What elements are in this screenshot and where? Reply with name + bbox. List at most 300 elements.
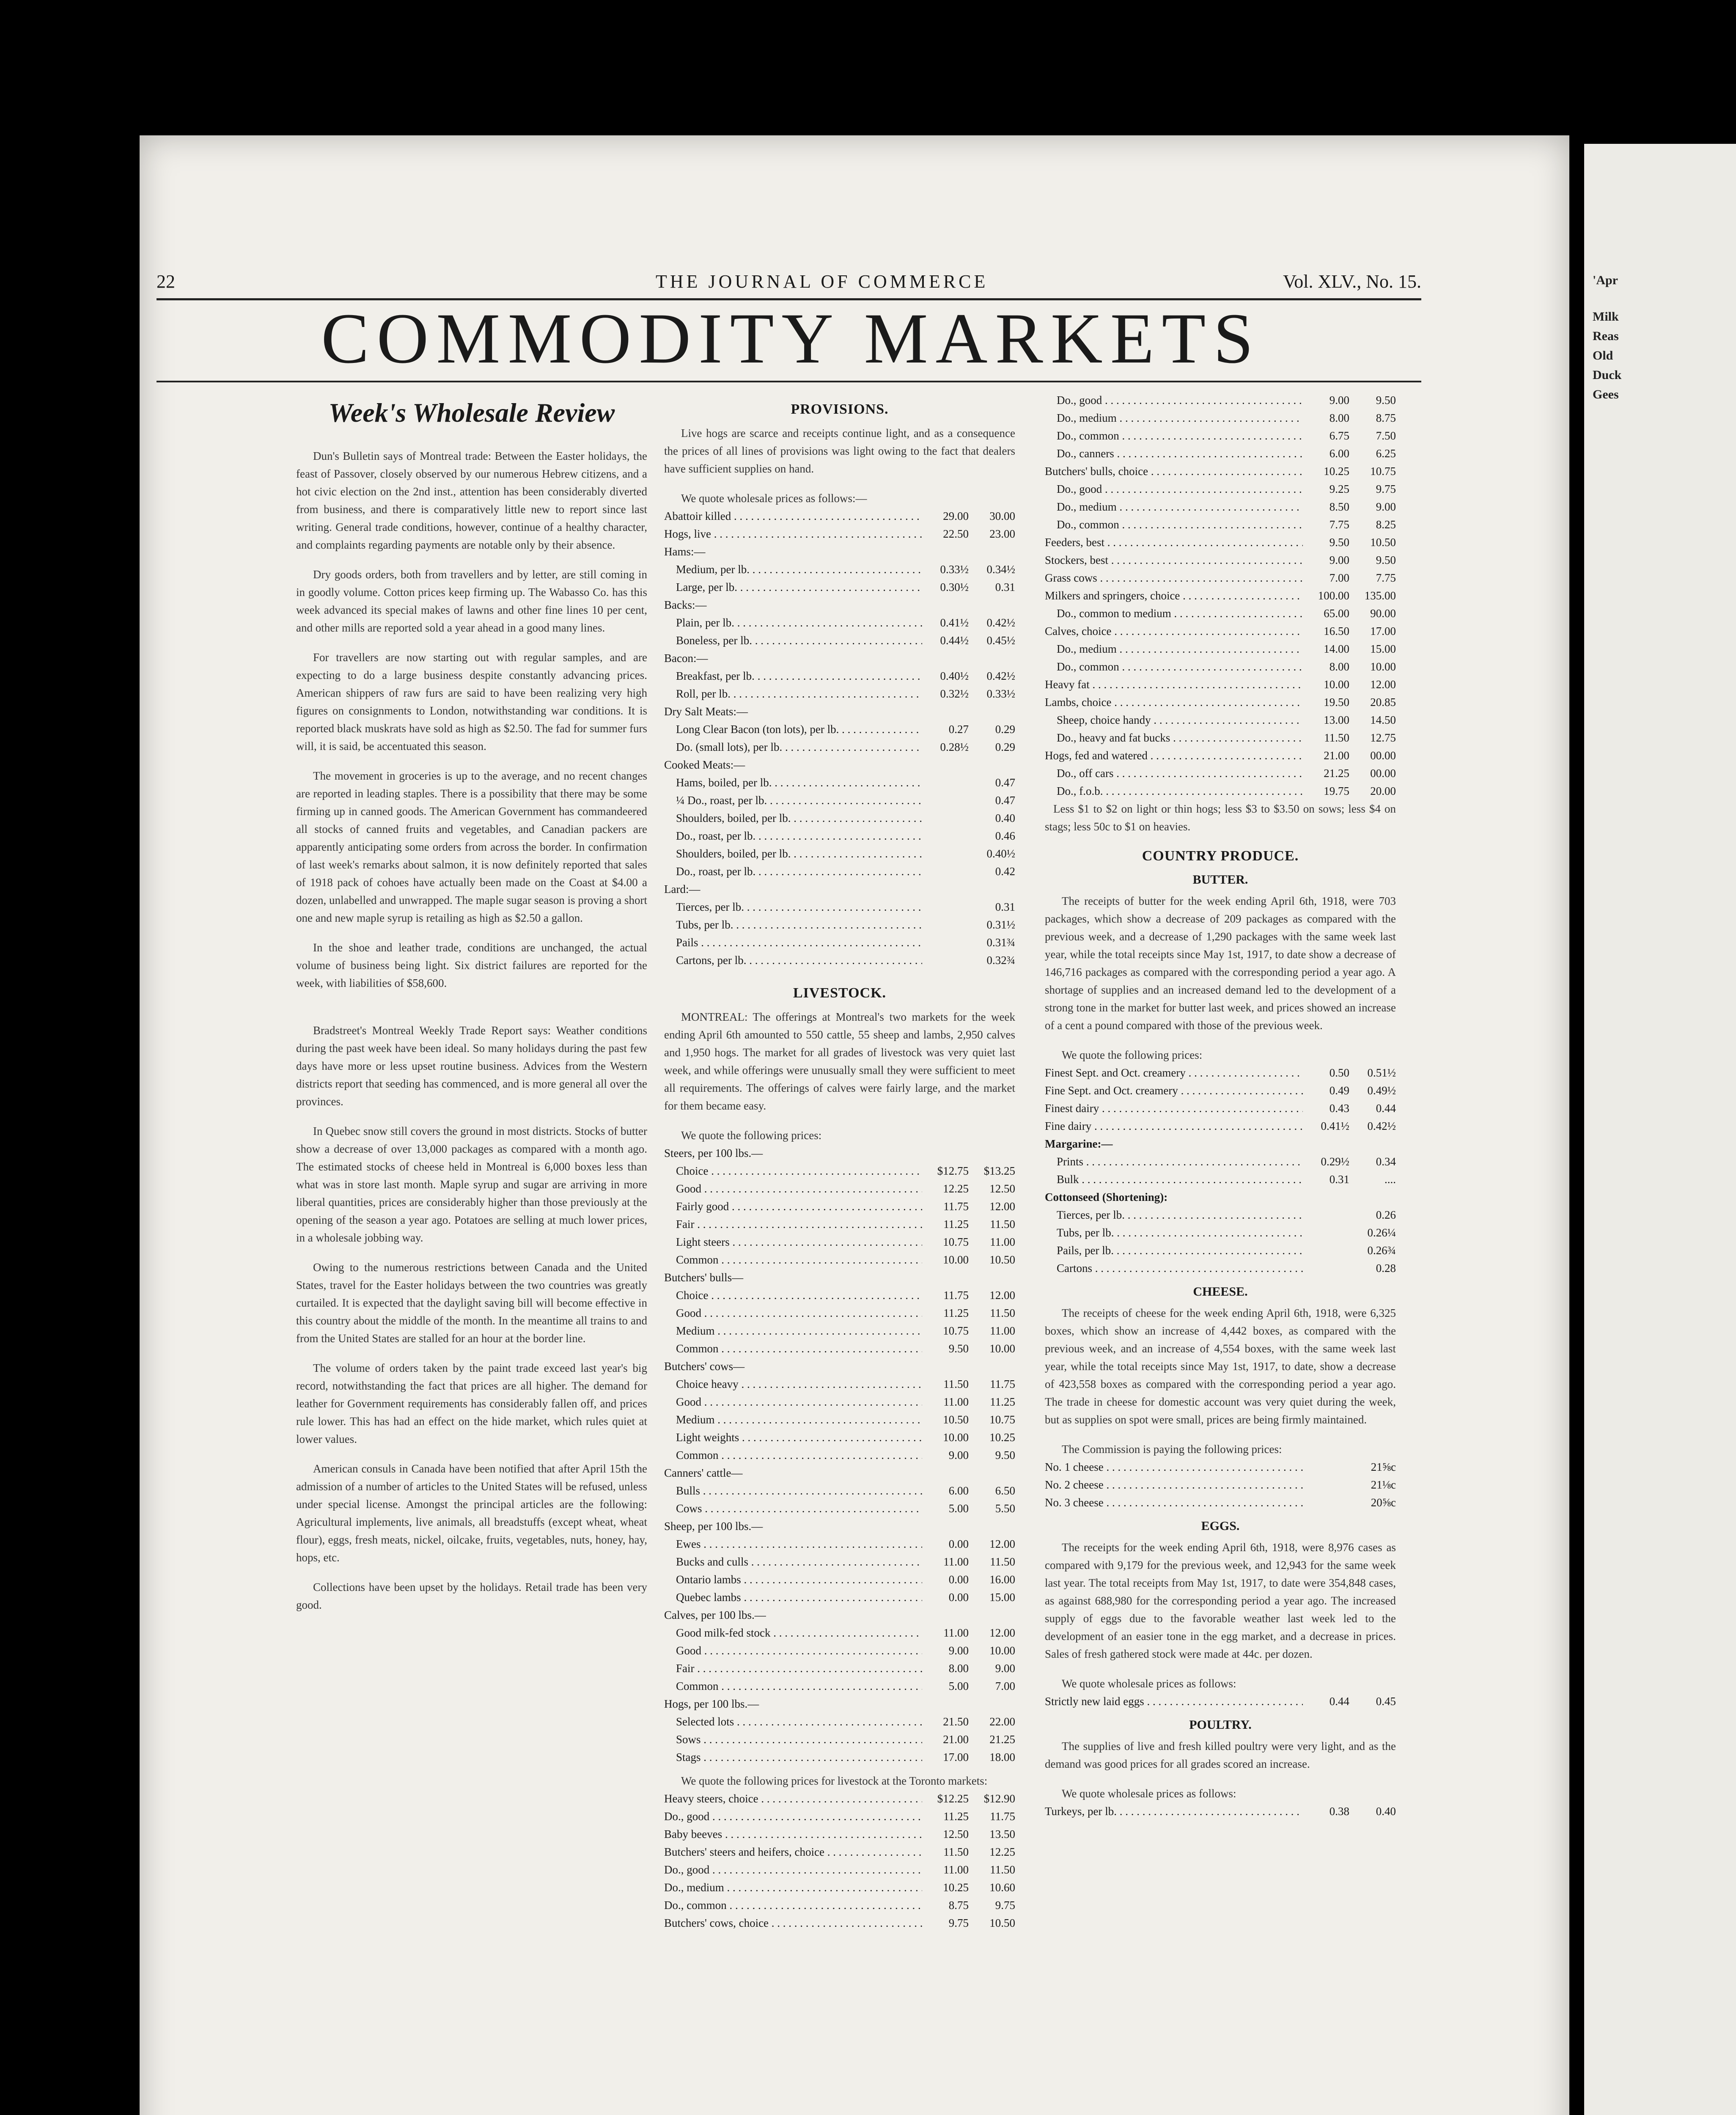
price-row-label: Hogs, fed and watered . . . — [1045, 747, 1303, 764]
price-high: 7.00 — [995, 1680, 1015, 1692]
livestock-intro: MONTREAL: The offerings at Montreal's two markets for the week ending April 6th amounted to 550 cattle, 55 sheep and lambs, 2,950 calves and 1,950 hogs. The market for all grades of livestock was very quiet last week, and while offerings were unusually small they were sufficient to meet all requirements. The offerings of calves were fairly large, and the market for them became easy. — [664, 1011, 1015, 1112]
price-high: 14.50 — [1370, 714, 1396, 726]
price-high: 0.45 — [1376, 1695, 1396, 1708]
price-row-label: Fairly good . . . — [664, 1198, 922, 1215]
price-low: 10.00 — [943, 1431, 969, 1444]
price-low — [922, 951, 969, 969]
price-low: 0.44½ — [940, 634, 969, 647]
price-row-label: Bacon:— — [664, 652, 708, 665]
adjacent-page-fragment: Old — [1593, 349, 1613, 363]
cheese-text: The receipts of cheese for the week ending April 6th, 1918, were 6,325 boxes, which show an increase of 4,442 boxes, as compared with the previous week, and an increase of 4,554 boxes, with the same week last year, while the total receipts since May 1st, 1917, to date, show a decrease of 423,558 boxes as compared with the corresponding period a year ago. The trade in cheese for domestic account was very quiet during the week, but as supplies on spot were small, prices are being firmly maintained. — [1045, 1307, 1396, 1426]
price-low — [922, 916, 969, 934]
price-low: 8.00 — [948, 1662, 969, 1675]
price-row-label: Plain, per lb. . . . — [664, 614, 922, 632]
price-row — [1045, 445, 1396, 462]
price-row-label: Bulk . . . — [1045, 1170, 1303, 1188]
price-low: 10.25 — [1324, 465, 1349, 478]
price-low: 65.00 — [1324, 607, 1349, 620]
price-row — [1045, 1476, 1396, 1494]
price-row — [664, 809, 1015, 827]
price-high: $12.90 — [983, 1792, 1015, 1805]
price-row — [664, 578, 1015, 596]
adjacent-page-fragment: Gees — [1593, 387, 1619, 401]
price-row-label: Bulls . . . — [664, 1482, 922, 1500]
price-row-label: Ewes . . . — [664, 1535, 922, 1553]
price-row — [1045, 711, 1396, 729]
price-row-label: Stags . . . — [664, 1748, 922, 1766]
price-row — [664, 1162, 1015, 1180]
price-high: 23.00 — [989, 527, 1015, 540]
price-row-label: Cooked Meats:— — [664, 758, 745, 771]
price-low: 10.75 — [943, 1324, 969, 1337]
journal-name: THE JOURNAL OF COMMERCE — [656, 271, 989, 292]
price-high: 10.50 — [989, 1917, 1015, 1929]
price-row — [664, 951, 1015, 969]
price-low: 0.50 — [1329, 1066, 1349, 1079]
price-high: 0.31¾ — [986, 936, 1015, 949]
review-body — [296, 447, 647, 1614]
price-row — [1045, 782, 1396, 800]
price-row — [664, 1914, 1015, 1932]
price-high: 10.00 — [1370, 660, 1396, 673]
price-row-label: No. 3 cheese . . . — [1045, 1494, 1303, 1511]
price-high: 20.85 — [1370, 696, 1396, 709]
price-row — [664, 1843, 1015, 1861]
price-high: 10.00 — [989, 1342, 1015, 1355]
price-high: 135.00 — [1364, 589, 1396, 602]
eggs-text: The receipts for the week ending April 6th, 1918, were 8,976 cases as compared with 9,179 for the previous week, and 12,943 for the same week last year. The total receipts from May 1st, 1917, to date were 354,848 cases, as against 688,980 for the corresponding period a year ago. The increased supply of eggs due to the favorable weather last week led to the development of an easier tone in the egg market, and a decrease in prices. Sales of fresh gathered stock were made at 44c. per dozen. — [1045, 1541, 1396, 1660]
review-paragraph: Owing to the numerous restrictions between Canada and the United States, travel for the Easter holidays between the two countries was greatly curtailed. It is expected that the daylight saving bill will become effective in this country about the middle of the month. In the meantime all trains to and from the United States are stalled for an hour at the border line. — [296, 1261, 647, 1345]
price-row-label: Pails . . . — [664, 934, 922, 951]
price-low — [1303, 1458, 1349, 1476]
price-row — [1045, 676, 1396, 693]
price-high: 21.25 — [989, 1733, 1015, 1746]
price-row — [1045, 480, 1396, 498]
price-row-label: Heavy fat . . . — [1045, 676, 1303, 693]
price-high: 8.25 — [1376, 518, 1396, 531]
price-row — [664, 1659, 1015, 1677]
price-low — [922, 827, 969, 845]
review-paragraph: In the shoe and leather trade, conditions are unchanged, the actual volume of business being light. Six district failures are reported for the week, with liabilities of $58,600. — [296, 941, 647, 989]
poultry-heading: POULTRY. — [1189, 1718, 1252, 1732]
price-low: 7.75 — [1329, 518, 1349, 531]
toronto-table-continued — [1045, 391, 1396, 800]
price-row — [664, 1482, 1015, 1500]
price-high: 0.32¾ — [986, 954, 1015, 967]
price-low: 9.50 — [948, 1342, 969, 1355]
price-high: 0.44 — [1376, 1102, 1396, 1115]
price-row — [1045, 1692, 1396, 1710]
price-low: 6.00 — [948, 1484, 969, 1497]
price-high: 16.00 — [989, 1573, 1015, 1586]
price-row-label: Hogs, live . . . — [664, 525, 922, 543]
price-low: 17.00 — [943, 1751, 969, 1763]
price-row-label: Butchers' cows, choice . . . — [664, 1914, 922, 1932]
adjacent-page-fragment: 'Apr — [1593, 273, 1618, 287]
price-row-label: Do., f.o.b. . . . — [1045, 782, 1303, 800]
price-row — [664, 543, 1015, 560]
price-row — [1045, 640, 1396, 658]
price-row-label: Do., canners . . . — [1045, 445, 1303, 462]
price-low: 0.43 — [1329, 1102, 1349, 1115]
price-row-label: Light steers . . . — [664, 1233, 922, 1251]
price-row — [1045, 1458, 1396, 1476]
price-row-label: Good . . . — [664, 1180, 922, 1198]
price-row-label: Hams:— — [664, 545, 706, 558]
price-row — [1045, 1224, 1396, 1242]
price-row-label: Heavy steers, choice . . . — [664, 1790, 922, 1807]
price-row-label: Do., common . . . — [664, 1896, 922, 1914]
price-row — [1045, 658, 1396, 676]
price-row — [1045, 462, 1396, 480]
price-high: 11.50 — [990, 1218, 1015, 1231]
price-row-label: Lambs, choice . . . — [1045, 693, 1303, 711]
price-low — [922, 862, 969, 880]
price-row — [664, 703, 1015, 720]
price-row — [1045, 622, 1396, 640]
price-high: 0.47 — [995, 794, 1015, 807]
price-low: 10.75 — [943, 1236, 969, 1248]
price-high: 18.00 — [989, 1751, 1015, 1763]
price-high: 0.29 — [995, 741, 1015, 753]
price-low: 10.50 — [943, 1413, 969, 1426]
poultry-table — [1045, 1802, 1396, 1820]
price-high: 0.34½ — [986, 563, 1015, 576]
price-low: 0.29½ — [1321, 1155, 1349, 1168]
review-paragraph: American consuls in Canada have been notified that after April 15th the admission of a number of articles to the United States will be refused, unless under special license. Amongst the principal articles are the following: Agricultural implements, live animals, all breadstuffs (except wheat, wheat flour), eggs, fresh meats, nickel, oilcake, fruits, vegetables, nuts, honey, hay, hops, etc. — [296, 1462, 647, 1564]
price-high: 0.28 — [1376, 1262, 1396, 1274]
price-row-label: Calves, choice . . . — [1045, 622, 1303, 640]
price-high: 0.42 — [995, 865, 1015, 878]
adjacent-page-fragment: Reas — [1593, 329, 1619, 343]
price-row — [664, 916, 1015, 934]
price-row-label: Do., roast, per lb. . . . — [664, 862, 922, 880]
price-row-label: Cartons, per lb. . . . — [664, 951, 922, 969]
hog-note: Less $1 to $2 on light or thin hogs; less $3 to $3.50 on sows; less $4 on stags; less 50c to $1 on heavies. — [1045, 802, 1396, 833]
price-row-label: Calves, per 100 lbs.— — [664, 1609, 766, 1621]
price-row — [664, 1340, 1015, 1357]
price-row — [664, 1896, 1015, 1914]
price-low: 0.44 — [1329, 1695, 1349, 1708]
price-row-label: Light weights . . . — [664, 1428, 922, 1446]
price-high: 7.50 — [1376, 429, 1396, 442]
price-row — [664, 1588, 1015, 1606]
price-row-label: Tubs, per lb. . . . — [664, 916, 922, 934]
price-row — [664, 1713, 1015, 1730]
livestock-quote: We quote the following prices: — [681, 1129, 822, 1142]
price-row-label: Finest dairy . . . — [1045, 1099, 1303, 1117]
price-row-label: Shoulders, boiled, per lb. . . . — [664, 845, 922, 862]
price-row — [664, 1730, 1015, 1748]
price-row — [664, 774, 1015, 791]
price-row-label: Do., medium . . . — [1045, 409, 1303, 427]
price-low: 21.00 — [943, 1733, 969, 1746]
price-row-label: Dry Salt Meats:— — [664, 705, 748, 718]
price-row — [664, 560, 1015, 578]
price-row-label: Do., medium . . . — [664, 1879, 922, 1896]
price-low: 21.50 — [943, 1715, 969, 1728]
price-row — [1045, 1188, 1396, 1206]
price-low: 0.00 — [948, 1573, 969, 1586]
price-row — [1045, 516, 1396, 533]
price-high: 0.51½ — [1367, 1066, 1396, 1079]
price-row-label: Do., common . . . — [1045, 658, 1303, 676]
butter-heading: BUTTER. — [1192, 873, 1248, 887]
price-row — [664, 1198, 1015, 1215]
price-high: 00.00 — [1370, 767, 1396, 780]
price-row-label: Cartons . . . — [1045, 1259, 1303, 1277]
price-row — [664, 934, 1015, 951]
price-row-label: Do., medium . . . — [1045, 640, 1303, 658]
price-high: 12.00 — [989, 1626, 1015, 1639]
price-high: 0.29 — [995, 723, 1015, 736]
price-row-label: Bucks and culls . . . — [664, 1553, 922, 1571]
price-row — [1045, 604, 1396, 622]
price-row-label: Feeders, best . . . — [1045, 533, 1303, 551]
price-row-label: Hams, boiled, per lb. . . . — [664, 774, 922, 791]
column-provisions-livestock — [664, 391, 1015, 1932]
price-row — [664, 898, 1015, 916]
price-high: 10.50 — [989, 1253, 1015, 1266]
price-low — [922, 791, 969, 809]
price-high: 9.50 — [1376, 394, 1396, 407]
price-row-label: Breakfast, per lb. . . . — [664, 667, 922, 685]
cheese-table — [1045, 1458, 1396, 1511]
price-high: 9.00 — [1376, 500, 1396, 513]
price-row-label: Fine Sept. and Oct. creamery . . . — [1045, 1082, 1303, 1099]
price-high: 11.00 — [990, 1324, 1015, 1337]
toronto-table — [664, 1790, 1015, 1932]
price-row-label: Choice . . . — [664, 1162, 922, 1180]
price-row-label: Common . . . — [664, 1340, 922, 1357]
price-row-label: Strictly new laid eggs . . . — [1045, 1692, 1303, 1710]
price-low — [1303, 1224, 1349, 1242]
price-high: 17.00 — [1370, 625, 1396, 637]
price-row — [664, 596, 1015, 614]
price-high: 9.75 — [1376, 483, 1396, 495]
review-paragraph: In Quebec snow still covers the ground in most districts. Stocks of butter show a decrease of over 13,000 packages as compared with a month ago. The estimated stocks of cheese held in Montreal is 6,000 boxes less than what was in store last month. Maple syrup and sugar are arriving in more liberal quantities, prices are considerably higher than those previously at the opening of the season a year ago. Potatoes are selling at much lower prices, in a wholesale jobbing way. — [296, 1125, 647, 1244]
price-high: 15.00 — [1370, 643, 1396, 655]
price-row — [664, 1606, 1015, 1624]
price-high: 9.50 — [995, 1449, 1015, 1461]
price-row — [1045, 747, 1396, 764]
price-row — [664, 1180, 1015, 1198]
price-row-label: No. 2 cheese . . . — [1045, 1476, 1303, 1494]
livestock-table — [664, 1144, 1015, 1766]
price-high: 11.00 — [990, 1236, 1015, 1248]
price-row — [664, 1411, 1015, 1428]
price-high: 6.25 — [1376, 447, 1396, 460]
price-low: 100.00 — [1318, 589, 1349, 602]
adjacent-page-strip — [1584, 144, 1736, 2115]
price-row — [1045, 1206, 1396, 1224]
price-row — [664, 1879, 1015, 1896]
price-row-label: No. 1 cheese . . . — [1045, 1458, 1303, 1476]
price-low — [922, 774, 969, 791]
price-row — [1045, 1259, 1396, 1277]
price-low: 0.00 — [948, 1591, 969, 1604]
price-low: $12.25 — [937, 1792, 969, 1805]
price-row-label: Butchers' bulls— — [664, 1271, 744, 1284]
price-low: 9.50 — [1329, 536, 1349, 549]
price-high: 0.45½ — [986, 634, 1015, 647]
price-low: 11.00 — [943, 1626, 969, 1639]
price-high: 0.42½ — [1367, 1120, 1396, 1132]
price-row — [1045, 1099, 1396, 1117]
price-row — [664, 1215, 1015, 1233]
price-row-label: Pails, per lb. . . . — [1045, 1242, 1303, 1259]
volume-number: Vol. XLV., No. 15. — [1283, 271, 1421, 292]
cheese-quote: The Commission is paying the following prices: — [1062, 1443, 1282, 1456]
price-high: 10.75 — [989, 1413, 1015, 1426]
column-review — [296, 391, 647, 1626]
price-row-label: Butchers' bulls, choice . . . — [1045, 462, 1303, 480]
price-row-label: Margarine:— — [1045, 1137, 1113, 1150]
price-row — [1045, 409, 1396, 427]
price-high: 11.50 — [990, 1555, 1015, 1568]
price-row — [664, 880, 1015, 898]
price-row-label: Backs:— — [664, 599, 707, 611]
price-row-label: Do., off cars . . . — [1045, 764, 1303, 782]
price-low: $12.75 — [937, 1165, 969, 1177]
price-row-label: Sows . . . — [664, 1730, 922, 1748]
price-low — [1303, 1259, 1349, 1277]
price-row — [1045, 1242, 1396, 1259]
price-high: 22.00 — [989, 1715, 1015, 1728]
price-row — [664, 507, 1015, 525]
price-row-label: ¼ Do., roast, per lb. . . . — [664, 791, 922, 809]
price-row — [664, 632, 1015, 649]
price-high: 11.75 — [990, 1810, 1015, 1823]
price-low: 19.75 — [1324, 785, 1349, 797]
price-row-label: Canners' cattle— — [664, 1467, 743, 1479]
title-rule — [157, 381, 1421, 382]
price-row — [1045, 1082, 1396, 1099]
price-low: 0.38 — [1329, 1805, 1349, 1818]
price-row-label: Do., roast, per lb. . . . — [664, 827, 922, 845]
price-row — [664, 614, 1015, 632]
price-high: 21⅛c — [1371, 1478, 1396, 1491]
butter-text: The receipts of butter for the week ending April 6th, 1918, were 703 packages, which show a decrease of 209 packages as compared with the previous week, and a decrease of 1,290 packages with the same week last year, while the total receipts since May 1st, 1917, to date show a decrease of 146,716 packages as compared with the corresponding period a year ago. A shortage of supplies and an increased demand led to the development of a strong tone in the market for butter last week, and prices showed an increase of a cent a pound compared with those of the previous week. — [1045, 895, 1396, 1032]
price-high: 0.42½ — [986, 670, 1015, 682]
price-low: 12.25 — [943, 1182, 969, 1195]
price-high: 10.00 — [989, 1644, 1015, 1657]
price-row — [1045, 1135, 1396, 1153]
price-row — [664, 1375, 1015, 1393]
price-low: 12.50 — [943, 1828, 969, 1840]
price-row — [664, 791, 1015, 809]
price-high: 0.31 — [995, 581, 1015, 593]
price-low: 11.00 — [943, 1395, 969, 1408]
price-row-label: Sheep, per 100 lbs.— — [664, 1520, 763, 1533]
price-row — [664, 1535, 1015, 1553]
price-low: 0.32½ — [940, 687, 969, 700]
price-row-label: Do., good . . . — [664, 1807, 922, 1825]
price-low: 0.27 — [948, 723, 969, 736]
price-low: 9.00 — [948, 1644, 969, 1657]
price-row — [664, 845, 1015, 862]
price-high: 10.50 — [1370, 536, 1396, 549]
price-row-label: Common . . . — [664, 1677, 922, 1695]
poultry-quote: We quote wholesale prices as follows: — [1062, 1787, 1236, 1800]
review-paragraph: Dun's Bulletin says of Montreal trade: Between the Easter holidays, the feast of Passover, closely observed by our numerous Hebrew citizens, and a hot civic election on the 2nd inst., attention has been considerably diverted from business, and there is comparatively little new to report since last writing. General trade conditions, however, continue of a healthy character, and complaints regarding payments are notable only by their absence. — [296, 450, 647, 551]
price-row-label: Good . . . — [664, 1304, 922, 1322]
price-row-label: Do., good . . . — [1045, 391, 1303, 409]
price-row-label: Do., medium . . . — [1045, 498, 1303, 516]
price-low: 9.00 — [1329, 554, 1349, 566]
price-row-label: Abattoir killed . . . — [664, 507, 922, 525]
price-row — [664, 1464, 1015, 1482]
price-low: 16.50 — [1324, 625, 1349, 637]
price-row — [1045, 1494, 1396, 1511]
price-row-label: Medium . . . — [664, 1411, 922, 1428]
butter-table — [1045, 1064, 1396, 1277]
price-row — [664, 720, 1015, 738]
price-low — [922, 898, 969, 916]
price-high: 0.33½ — [986, 687, 1015, 700]
price-row — [664, 1304, 1015, 1322]
price-row — [664, 827, 1015, 845]
price-row-label: Common . . . — [664, 1251, 922, 1269]
price-row-label: Roll, per lb. . . . — [664, 685, 922, 703]
price-high: 11.25 — [990, 1395, 1015, 1408]
toronto-intro: We quote the following prices for livestock at the Toronto markets: — [681, 1774, 988, 1787]
price-high: 7.75 — [1376, 571, 1396, 584]
price-low: 11.25 — [943, 1810, 969, 1823]
price-low: 11.00 — [943, 1555, 969, 1568]
price-low — [1303, 1476, 1349, 1494]
price-row — [664, 862, 1015, 880]
price-high: 12.75 — [1370, 731, 1396, 744]
price-low — [922, 934, 969, 951]
price-row — [1045, 764, 1396, 782]
price-row — [1045, 587, 1396, 604]
price-row — [664, 525, 1015, 543]
price-row — [1045, 729, 1396, 747]
price-row-label: Turkeys, per lb. . . . — [1045, 1802, 1303, 1820]
price-row-label: Do., good . . . — [664, 1861, 922, 1879]
price-low: 10.00 — [943, 1253, 969, 1266]
price-row-label: Stockers, best . . . — [1045, 551, 1303, 569]
price-row — [1045, 391, 1396, 409]
page-header — [157, 271, 1421, 296]
price-low — [922, 845, 969, 862]
price-row-label: Fair . . . — [664, 1215, 922, 1233]
price-low: 10.00 — [1324, 678, 1349, 691]
price-row — [664, 1286, 1015, 1304]
price-high: 10.25 — [989, 1431, 1015, 1444]
price-row-label: Do., heavy and fat bucks . . . — [1045, 729, 1303, 747]
price-row-label: Quebec lambs . . . — [664, 1588, 922, 1606]
price-high: 8.75 — [1376, 412, 1396, 424]
price-low: 22.50 — [943, 527, 969, 540]
price-row-label: Shoulders, boiled, per lb. . . . — [664, 809, 922, 827]
price-row-label: Do., common . . . — [1045, 516, 1303, 533]
review-paragraph: The volume of orders taken by the paint trade exceed last year's big record, notwithstanding the fact that prices are all higher. The demand for leather for Government requirements has considerably fallen off, and prices rule lower. This has had an effect on the hide market, which rules quiet at lower values. — [296, 1362, 647, 1445]
price-low: 0.41½ — [940, 616, 969, 629]
price-row-label: Cows . . . — [664, 1500, 922, 1517]
price-row-label: Boneless, per lb. . . . — [664, 632, 922, 649]
page-title: COMMODITY MARKETS — [321, 299, 1261, 378]
price-low: 5.00 — [948, 1680, 969, 1692]
price-low: 21.25 — [1324, 767, 1349, 780]
price-row — [1045, 1170, 1396, 1188]
price-low: 0.31 — [1329, 1173, 1349, 1186]
price-row — [664, 685, 1015, 703]
eggs-heading: EGGS. — [1201, 1519, 1240, 1533]
price-high: 10.60 — [989, 1881, 1015, 1894]
price-high: 13.50 — [989, 1828, 1015, 1840]
